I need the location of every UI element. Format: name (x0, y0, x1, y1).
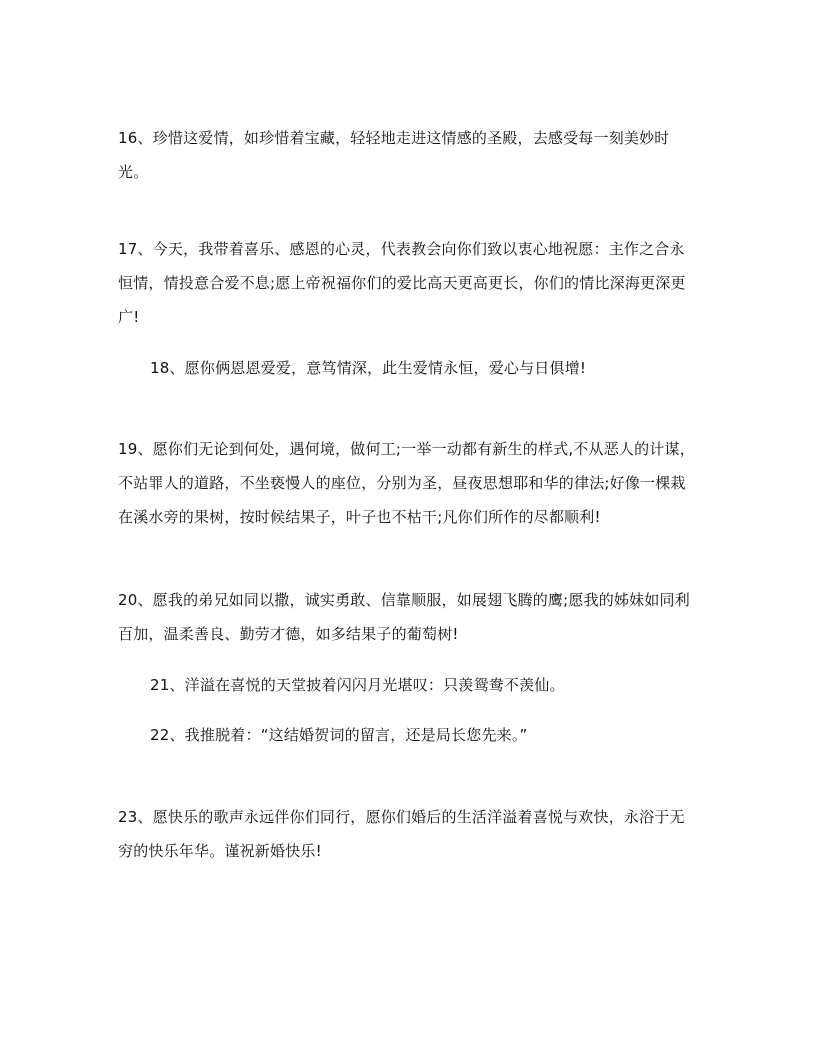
paragraph-16: 16、珍惜这爱情，如珍惜着宝藏，轻轻地走进这情感的圣殿，去感受每一刻美妙时光。 (118, 129, 670, 181)
paragraph-21: 21、洋溢在喜悦的天堂披着闪闪月光堪叹：只羡鸳鸯不羡仙。 (150, 676, 565, 694)
paragraph-22: 22、我推脱着：“这结婚贺词的留言，还是局长您先来。” (150, 726, 528, 744)
paragraph-17: 17、今天，我带着喜乐、感恩的心灵，代表教会向你们致以衷心地祝愿：主作之合永恒情，情投意合爱不息;愿上帝祝福你们的爱比高天更高更长，你们的情比深海更深更广! (118, 240, 686, 326)
paragraph-23: 23、愿快乐的歌声永远伴你们同行，愿你们婚后的生活洋溢着喜悦与欢快，永浴于无穷的快乐年华。谨祝新婚快乐! (118, 808, 685, 860)
paragraph-20: 20、愿我的弟兄如同以撒，诚实勇敢、信靠顺服，如展翅飞腾的鹰;愿我的姊妹如同利百加，温柔善良、勤劳才德，如多结果子的葡萄树! (118, 591, 690, 643)
paragraph-18: 18、愿你俩恩恩爱爱，意笃情深，此生爱情永恒，爱心与日俱增! (150, 359, 587, 377)
paragraph-19: 19、愿你们无论到何处，遇何境，做何工;一举一动都有新生的样式,不从恶人的计谋，不站罪人的道路，不坐亵慢人的座位，分别为圣，昼夜思想耶和华的律法;好像一棵栽在溪水旁的果树，按时候结果子，叶子也不枯干;凡你们所作的尽都顺利! (118, 440, 695, 526)
